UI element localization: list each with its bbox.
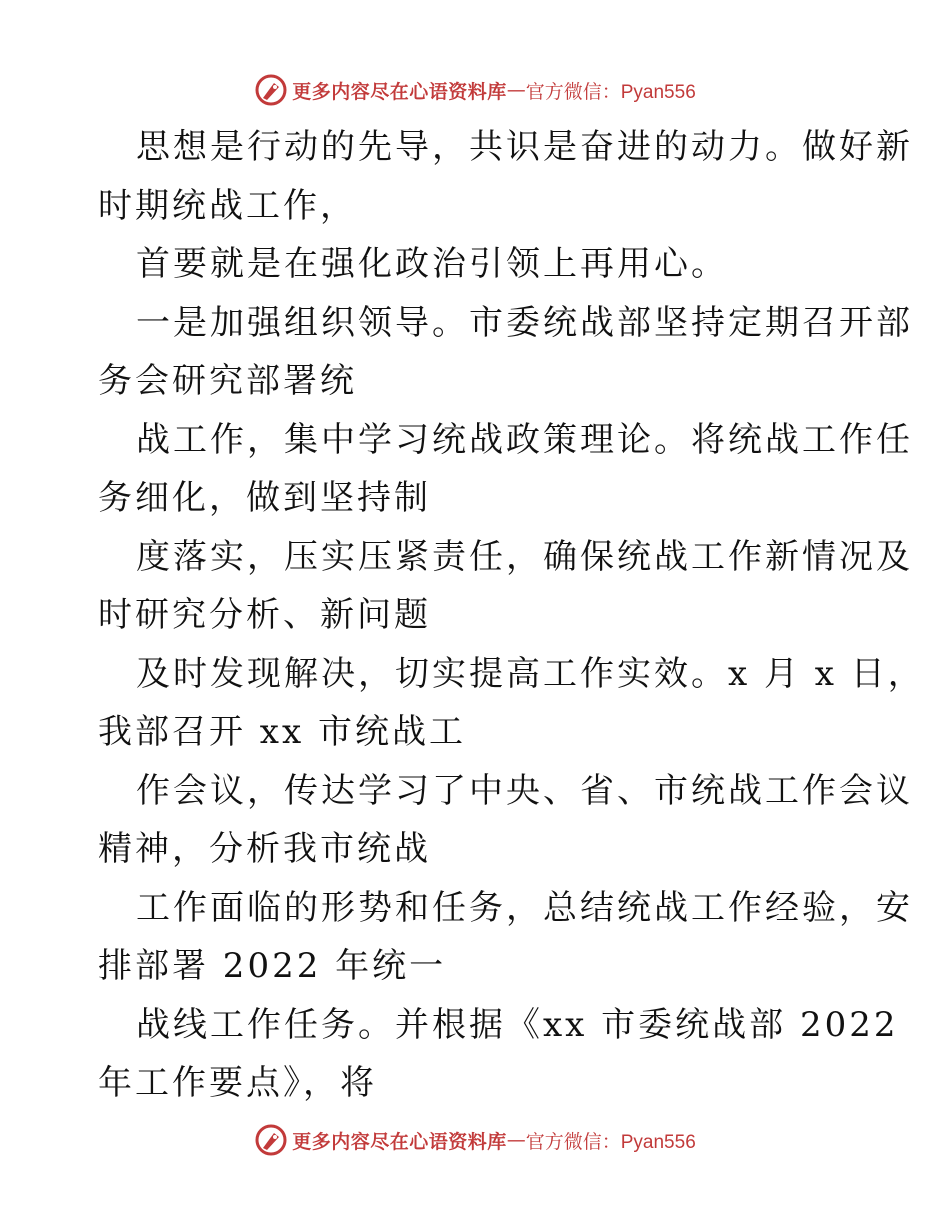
text-line: 时期统战工作， [98,185,357,226]
text-line: 我部召开 xx 市统战工 [98,712,466,752]
banner-separator: — [506,79,526,101]
document-body [98,118,925,1113]
text-line: 作会议，传达学习了中央、省、市统战工作会议 [136,770,913,811]
text-line: 时研究分析、新问题 [98,595,431,635]
pen-nib-logo-icon [254,1123,288,1157]
text-line: 首要就是在强化政治引领上再用心。 [136,244,728,284]
text-line: 战工作，集中学习统战政策理论。将统战工作任 [136,419,913,460]
text-line: 及时发现解决，切实提高工作实效。x 月 x 日， [136,653,925,694]
text-line: 务细化，做到坚持制 [98,478,431,518]
pen-nib-logo-icon [254,73,288,107]
banner-wechat: 官方微信：Pyan556 [525,81,696,103]
text-line: 工作面临的形势和任务，总结统战工作经验，安 [136,887,913,928]
text-line: 精神，分析我市统战 [98,829,431,869]
footer-banner [0,1120,950,1160]
text-line: 一是加强组织领导。市委统战部坚持定期召开部 [136,302,913,343]
text-line: 务会研究部署统 [98,361,357,401]
banner-wechat: 官方微信：Pyan556 [525,1131,696,1153]
text-line: 思想是行动的先导，共识是奋进的动力。做好新 [136,127,913,167]
banner-text: 更多内容尽在心语资料库 [292,1130,507,1153]
banner-separator: — [506,1129,526,1151]
text-line: 战线工作任务。并根据《xx 市委统战部 2022 [136,1004,899,1045]
text-line: 排部署 2022 年统一 [98,946,447,986]
text-line: 年工作要点》，将 [98,1063,377,1103]
text-line: 度落实，压实压紧责任，确保统战工作新情况及 [136,536,913,577]
banner-text: 更多内容尽在心语资料库 [292,80,507,103]
header-banner [0,70,950,110]
